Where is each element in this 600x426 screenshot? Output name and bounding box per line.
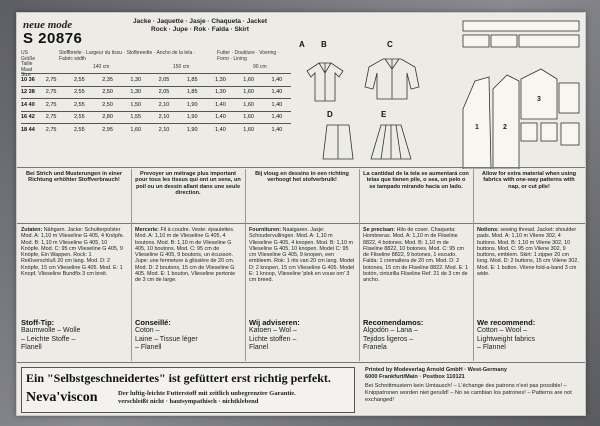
- yardage-cell: 1,30: [122, 86, 150, 99]
- lining-header: Futter · Doublure · Voering · Forro · Lining: [217, 50, 280, 62]
- yardage-cell: 2,50: [93, 86, 121, 99]
- yardage-cell: 1,30: [206, 74, 234, 87]
- size-cell: 12 38: [21, 86, 37, 99]
- advert-brand: Neva'viscon: [26, 390, 98, 405]
- yardage-cell: 1,60: [235, 111, 263, 124]
- yardage-cell: 2,55: [65, 124, 93, 136]
- yardage-cell: 1,60: [235, 74, 263, 87]
- note-en: Allow for extra material when using fabrics with one-way patterns with nap, or cut pile!: [481, 171, 577, 190]
- yardage-cell: 1,55: [122, 111, 150, 124]
- note-nl: Bij vloug en dessins in een richting verhoogt het stofverbruik!: [255, 171, 349, 184]
- skirt-sketch-e: [371, 125, 411, 159]
- yardage-cell: 2,05: [150, 86, 178, 99]
- table-row: [21, 124, 291, 136]
- yardage-cell: 2,35: [93, 74, 121, 87]
- width-150: 150 cm: [173, 64, 190, 70]
- garment-sketches: [297, 39, 457, 163]
- advert-headline: Ein "Selbstgeschneidertes" ist gefüttert erst richtig perfekt.: [26, 371, 331, 385]
- divider: [17, 362, 585, 363]
- jacket-sketch-c: [365, 59, 419, 99]
- yardage-cell: 1,85: [178, 74, 206, 87]
- svg-text:2: 2: [503, 124, 507, 131]
- yardage-cell: 1,60: [122, 124, 150, 136]
- table-row: [21, 111, 291, 124]
- yardage-cell: 2,10: [150, 111, 178, 124]
- column-rule: [473, 169, 474, 361]
- size-cell: 18 44: [21, 124, 37, 136]
- yardage-cell: 1,90: [178, 124, 206, 136]
- yardage-cell: 1,40: [263, 86, 291, 99]
- view-letter-d: D: [327, 110, 333, 119]
- yardage-cell: 2,75: [37, 86, 65, 99]
- divider: [17, 223, 585, 224]
- size-cell: 14 40: [21, 99, 37, 112]
- lining-advert: [21, 367, 355, 413]
- garment-title: Jacke · Jaquette · Jasje · Chaqueta · Jacket Rock · Jupe · Rok · Falda · Skirt: [132, 18, 268, 33]
- yardage-cell: 1,40: [206, 99, 234, 112]
- brand-logo: neue mode: [23, 19, 73, 31]
- yardage-cell: 2,80: [93, 111, 121, 124]
- yardage-cell: 1,40: [263, 124, 291, 136]
- yardage-cell: 2,55: [65, 111, 93, 124]
- notions-fr: Mercerie: Fil à coudre. Veste: épaulettes. Mod. A: 1,10 m de Vlieseline G 405, 4 boutons. Mod. B: 1,10 m de Vlieseline G 405, 10 boutons. Mod. C: 95 cm de Vlieseline G 405, 9 boutons, un écusson. Jupe: une fermeture à glissière de 20 cm. Mod. D: 2 boutons, 15 cm de Vlieseline G 405. Mod. E: 1 bouton, Vlieseline pertonie de 3 cm de large.: [135, 227, 236, 284]
- yardage-cell: 2,10: [150, 99, 178, 112]
- yardage-cell: 2,50: [93, 99, 121, 112]
- divider: [17, 167, 585, 168]
- pattern-number: S 20876: [23, 30, 83, 47]
- size-cell: 16 42: [21, 111, 37, 124]
- svg-text:1: 1: [475, 124, 479, 131]
- yardage-cell: 2,55: [65, 86, 93, 99]
- yardage-cell: 1,90: [178, 99, 206, 112]
- yardage-cell: 2,55: [65, 99, 93, 112]
- yardage-cell: 1,85: [178, 86, 206, 99]
- table-row: [21, 86, 291, 99]
- view-letter-e: E: [381, 110, 387, 119]
- yardage-cell: 1,30: [206, 86, 234, 99]
- yardage-cell: 2,95: [93, 124, 121, 136]
- view-letter-c: C: [387, 40, 393, 49]
- size-cell: 10 36: [21, 74, 37, 87]
- view-letter-a: A: [299, 40, 305, 49]
- pattern-pieces-diagram: [461, 19, 581, 169]
- width-90: 90 cm: [253, 64, 267, 70]
- yardage-cell: 1,40: [263, 74, 291, 87]
- column-rule: [131, 169, 132, 361]
- jacket-sketch-ab: [307, 63, 343, 101]
- notions-es: Se precisan: Hilo de coser. Chaqueta: Hombreras. Mod. A: 1,10 m de Fliseline 8822, 4 botones. Mod. B: 1,10 m de Fliseline 8822, 10 botones. Mod. C: 95 cm de Fliseline 8822, 9 botones, 1 escudo. Falda: 1 cremallera de 20 cm. Mod. D: 2 botones, 15 cm de Fliseline 8822. Mod. E: 1 botón, cinturilla Fliseline Ref. 21 de 3 cm de ancho.: [363, 227, 469, 284]
- note-es: La cantidad de la tela se aumentará con telas que tienen pile, o sea, un pelo o se tampado mirando hacia un lado.: [363, 171, 469, 190]
- notions-nl: Fournituren: Naaigaren. Jasje: Schoudervullingen. Mod. A: 1,10 m Vlieseline G 405, 4 knopen. Mod. B: 1,10 m Vlieseline G 405, 10 knopen. Model C: 95 cm Vlieseline G 405, 9 knopen, een embleem. Rok: 1 rits van 20 cm lang. Model D: 2 knopen, 15 cm Vlieseline G 405. Model E: 1 knoop, Vlieseline 'plek en vouw om' 3 cm breed.: [249, 227, 355, 284]
- yardage-cell: 1,40: [206, 124, 234, 136]
- yardage-cell: 2,75: [37, 99, 65, 112]
- yardage-cell: 1,60: [235, 99, 263, 112]
- yardage-cell: 2,75: [37, 124, 65, 136]
- fabric-tip-fr: Conseillé: Coton – Laine – Tissue léger – Flanell: [135, 318, 198, 351]
- svg-text:3: 3: [537, 96, 541, 103]
- fabric-tip-es: Recomendamos: Algodón – Lana – Tejidos ligeros – Franela: [363, 318, 424, 351]
- yardage-cell: 2,10: [150, 124, 178, 136]
- advert-copy: Der luftig-leichte Futterstoff mit zeitlich unbegrenzter Garantie. verschleißt nicht · hautsympathisch · nichtklebend: [118, 390, 296, 405]
- yardage-cell: 1,40: [263, 111, 291, 124]
- notions-de: Zutaten: Nähgarn. Jacke: Schulterpolster Mod. A: 1,10 m Vlieseline G 405, 4 Knöpfe. Mod. B: 1,10 m Vlieseline G 405, 10 Knöpfe. Mod. C: 95 cm Vlieseline G 405, 9 Knöpfe, Ein Wappen. Rock: 1 Reißverschluß 20 cm lang. Mod. D: 2 Knöpfe, 15 cm Vlieseline G 405. Mod. E: 1 Knopf, Vlieseline Bundfix 3 cm breit.: [21, 227, 125, 278]
- fabric-tip-en: We recommend: Cotton – Wool – Lightweight fabrics – Flannel: [477, 318, 536, 351]
- width-140: 140 cm: [93, 64, 110, 70]
- yardage-cell: 2,75: [37, 74, 65, 87]
- pattern-envelope-back: [16, 12, 586, 416]
- size-header: US Größe Taille Maat Size: [21, 50, 36, 78]
- fabric-tip-de: Stoff-Tip: Baumwolle – Wolle – Leichte Stoffe – Flanell: [21, 318, 81, 351]
- yardage-cell: 2,55: [65, 74, 93, 87]
- table-row: [21, 74, 291, 87]
- view-letter-b: B: [321, 40, 327, 49]
- yardage-cell: 1,40: [263, 99, 291, 112]
- yardage-cell: 2,05: [150, 74, 178, 87]
- yardage-table: [21, 73, 291, 136]
- note-fr: Prevoyer un métrage plus important pour tous les tissus qui ont un sens, un poil ou un dessin allant dans une seule direction.: [135, 171, 241, 197]
- notions-en: Notions: sewing thread. Jacket: shoulder pads. Mod. A: 1,10 m Vilene 302, 4 buttons. Mod. B: 1,10 m Vilene 302, 10 buttons. Mod. C: 95 cm Vilene 302, 9 buttons, emblem. Skirt: 1 zipper 20 cm long. Mod. D: 2 buttons, 15 cm Vilene 302. Mod. E: 1 button. Vilene fold-a-band 3 cm wide.: [477, 227, 579, 278]
- yardage-cell: 1,60: [235, 124, 263, 136]
- yardage-cell: 1,90: [178, 111, 206, 124]
- yardage-cell: 1,40: [206, 111, 234, 124]
- skirt-sketch-d: [323, 125, 353, 159]
- fabric-tip-nl: Wij adviseren: Katoen – Wol – Lichte stoffen – Flanel: [249, 318, 300, 351]
- note-de: Bei Strich und Musterungen in einer Richtung erhöhter Stoffverbrauch!: [25, 171, 123, 184]
- yardage-cell: 2,75: [37, 111, 65, 124]
- column-rule: [245, 169, 246, 361]
- fabric-width-header: Stoffbreite · Largeur du tissu · Stofbreedte · Ancho de la tela · Fabric width: [59, 50, 196, 62]
- yardage-cell: 1,50: [122, 99, 150, 112]
- column-rule: [359, 169, 360, 361]
- yardage-cell: 1,30: [122, 74, 150, 87]
- yardage-cell: 1,60: [235, 86, 263, 99]
- printer-imprint: Printed by Modeverlag Arnold GmbH · West-Germany 6000 Frankfurt/Main · Postbox 110121 Bei Schnittmustern kein Umtausch! – L'échange des patrons n'est pas possible! – Knippatronen worden niet geruild! – No se cambian los patrones! – Patterns are not exchanged!: [365, 367, 572, 403]
- table-row: [21, 99, 291, 112]
